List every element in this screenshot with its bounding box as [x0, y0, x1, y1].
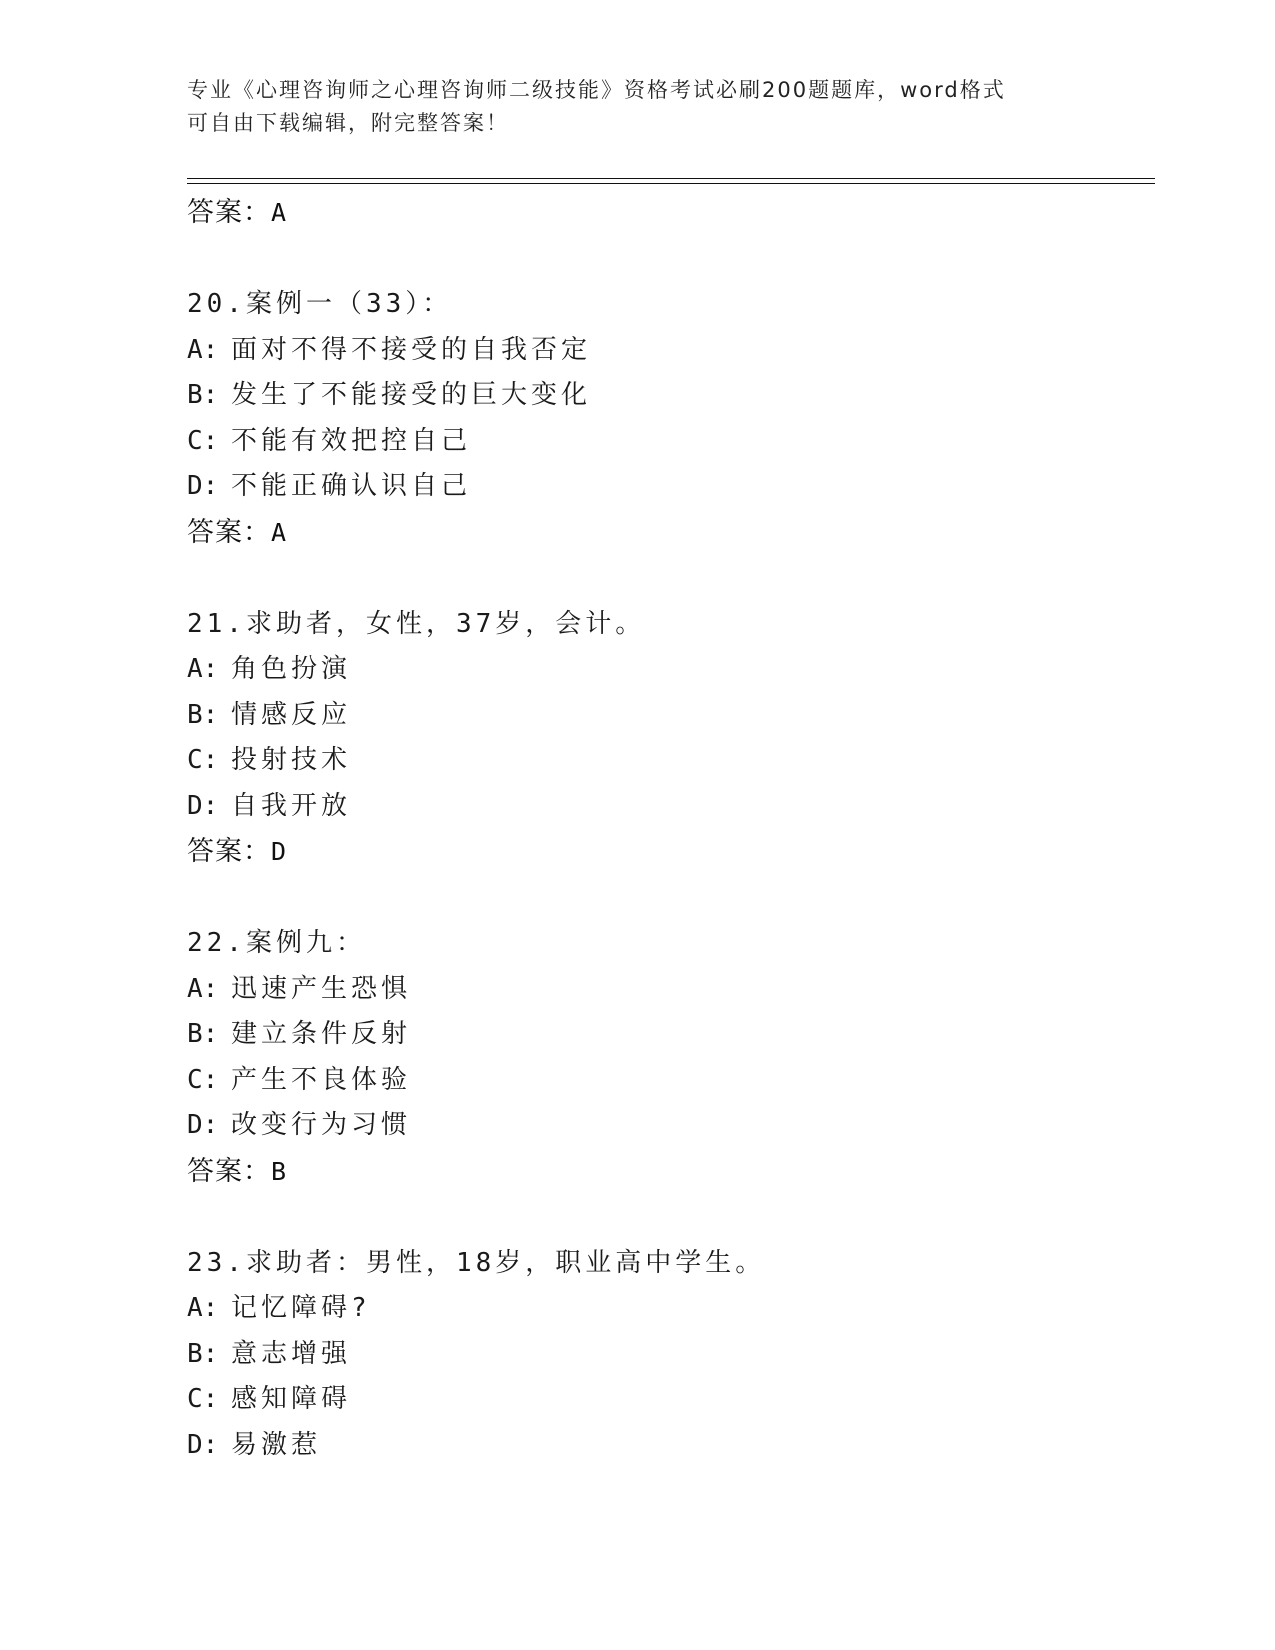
option-b — [187, 1012, 1147, 1058]
answer-line — [187, 510, 1147, 556]
question-title: 20.案例一（33）： — [187, 289, 453, 319]
spacer — [187, 1195, 1147, 1241]
option-text: 不能正确认识自己 — [231, 471, 472, 501]
option-c — [187, 1377, 1147, 1423]
option-a — [187, 967, 1147, 1013]
option-a — [187, 647, 1147, 693]
option-key: A: — [187, 334, 219, 365]
option-text: 改变行为习惯 — [231, 1110, 412, 1140]
question-title: 22.案例九： — [187, 928, 366, 958]
answer-line — [187, 190, 1147, 236]
option-text: 面对不得不接受的自我否定 — [231, 334, 592, 365]
option-c — [187, 1058, 1147, 1104]
answer-label: 答案： — [187, 1155, 271, 1187]
question-block — [187, 921, 1147, 1195]
answer-line — [187, 829, 1147, 875]
option-text: 产生不良体验 — [231, 1064, 412, 1095]
option-d — [187, 464, 1147, 510]
document-header — [187, 74, 1087, 140]
option-text: 感知障碍 — [231, 1384, 352, 1414]
document-body — [187, 190, 1147, 1468]
option-key: B: — [187, 699, 219, 730]
option-c — [187, 419, 1147, 465]
option-key: A: — [187, 654, 219, 684]
spacer — [187, 556, 1147, 602]
option-text: 记忆障碍? — [231, 1293, 371, 1323]
answer-value: A — [271, 517, 288, 547]
option-text: 建立条件反射 — [231, 1019, 412, 1049]
option-b — [187, 1332, 1147, 1378]
answer-label: 答案： — [187, 836, 271, 867]
option-key: D: — [187, 1429, 219, 1460]
answer-line — [187, 1149, 1147, 1195]
header-divider-top — [187, 178, 1155, 179]
option-b — [187, 693, 1147, 739]
option-key: D: — [187, 790, 219, 821]
header-divider-bottom — [187, 183, 1155, 184]
option-text: 自我开放 — [231, 790, 352, 821]
option-text: 角色扮演 — [231, 654, 352, 684]
answer-label: 答案： — [187, 197, 271, 228]
option-text: 投射技术 — [231, 745, 352, 775]
option-text: 发生了不能接受的巨大变化 — [231, 380, 592, 410]
option-text: 迅速产生恐惧 — [231, 973, 412, 1004]
option-key: C: — [187, 745, 219, 775]
option-b — [187, 373, 1147, 419]
option-d — [187, 1423, 1147, 1469]
answer-label: 答案： — [187, 516, 271, 548]
option-a — [187, 328, 1147, 374]
option-text: 易激惹 — [231, 1429, 322, 1460]
header-line-1: 专业《心理咨询师之心理咨询师二级技能》资格考试必刷200题题库，word格式 — [187, 78, 1006, 102]
option-a — [187, 1286, 1147, 1332]
option-key: B: — [187, 1019, 219, 1049]
spacer — [187, 875, 1147, 921]
question-title: 21.求助者，女性，37岁，会计。 — [187, 608, 646, 639]
option-text: 情感反应 — [231, 699, 352, 730]
header-line-2: 可自由下载编辑，附完整答案！ — [187, 111, 509, 135]
question-block — [187, 282, 1147, 556]
answer-value: A — [271, 198, 288, 227]
option-key: C: — [187, 425, 219, 456]
answer-value: B — [271, 1156, 288, 1186]
option-key: A: — [187, 1293, 219, 1323]
option-c — [187, 738, 1147, 784]
option-key: A: — [187, 973, 219, 1004]
answer-value: D — [271, 837, 288, 866]
question-block — [187, 1241, 1147, 1469]
option-d — [187, 1103, 1147, 1149]
option-key: C: — [187, 1064, 219, 1095]
option-key: C: — [187, 1384, 219, 1414]
option-key: D: — [187, 1110, 219, 1140]
option-key: D: — [187, 471, 219, 501]
option-key: B: — [187, 1338, 219, 1369]
question-title: 23.求助者：男性，18岁，职业高中学生。 — [187, 1247, 766, 1278]
spacer — [187, 236, 1147, 282]
option-key: B: — [187, 380, 219, 410]
option-d — [187, 784, 1147, 830]
question-block — [187, 602, 1147, 876]
option-text: 意志增强 — [231, 1338, 352, 1369]
option-text: 不能有效把控自己 — [231, 425, 472, 456]
